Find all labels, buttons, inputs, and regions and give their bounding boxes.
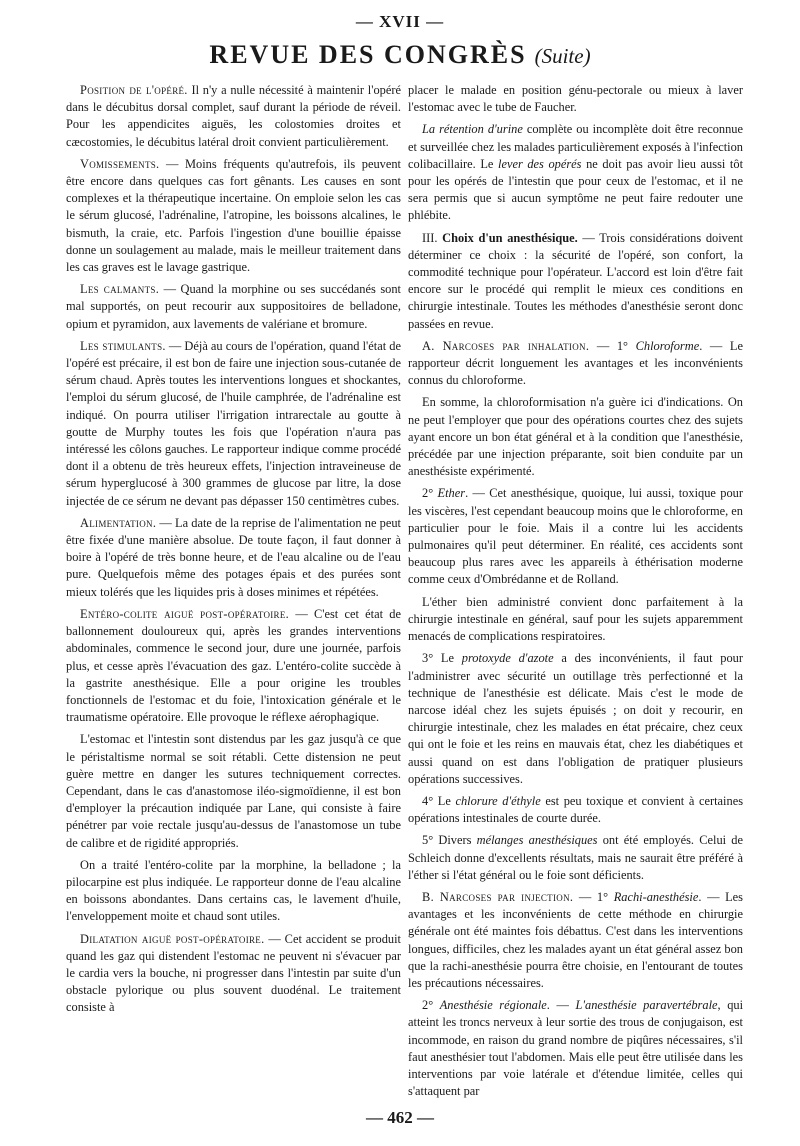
section-suite: (Suite): [534, 44, 591, 68]
paragraph: L'éther bien administré convient donc parfaitement à la chirurgie intestinale en général, sauf pour les sujets apparemment menacés de complications respiratoires.: [408, 594, 743, 644]
roman-page-number: — XVII —: [355, 12, 445, 31]
paragraph: B. Narcoses par injection. — 1° Rachi-anesthésie. — Les avantages et les inconvénients de cette méthode en chirurgie générale ont été maintes fois débattus. C'est dans les interventions longues, difficiles, chez les malades ayant un état général assez bon que la rachi-anesthésie pourra être choisie, en l'entourant de toutes les précautions nécessaires.: [408, 889, 743, 990]
paragraph: La rétention d'urine complète ou incomplète doit être reconnue et surveillée chez les malades particulièrement exposés à l'infection colibacillaire. Le lever des opérés ne doit pas avoir lieu aussi tôt pour les opérés de l'intestin que pour ceux de l'estomac, et il ne sera permis que si aucun symptôme ne peut faire redouter une phlébite.: [408, 122, 744, 223]
paragraph: Entéro-colite aiguë post-opératoire. — C'est cet état de ballonnement douloureux qui, après les grandes interventions abdominales, commence le second jour, dure une journée, parfois plus, et cesse après l'évacuation des gaz. L'entéro-colite succède à la gastrite anesthésique. Elle a pour origine les troubles fonctionnels de l'estomac et du foie, l'intoxication générale et le traumatisme opératoire. Elle provoque le réflexe aérophagique.: [66, 606, 401, 725]
paragraph: 3° Le protoxyde d'azote a des inconvénients, il faut pour l'administrer avec sécurité un outillage très perfectionné et la technique de l'anesthésie est délicate. Mais c'est le mode de narcose idéal chez les sujets épuisés ; on doit y recourir, en chirurgie intestinale, chez les malades en état précaire, chez ceux qui ont le foie et les reins en mauvais état, chez les diabétiques et aussi quand on est dans l'obligation de pratiquer plusieurs opérations successives.: [408, 651, 743, 786]
paragraph: A. Narcoses par inhalation. — 1° Chloroforme. — Le rapporteur décrit longuement les avantages et les inconvénients connus du chloroforme.: [408, 338, 743, 388]
paragraph: 2° Ether. — Cet anesthésique, quoique, lui aussi, toxique pour les viscères, l'est cependant beaucoup moins que le chloroforme, en particulier pour le foie. Mais il a contre lui les accidents pulmonaires qu'il peut déterminer. En réalité, ces accidents sont beaucoup plus rares avec les appareils à éthérisation moderne comme ceux d'Ombrédanne et de Rolland.: [408, 486, 743, 587]
paragraph: 5° Divers mélanges anesthésiques ont été employés. Celui de Schleich donne d'excellents résultats, mais ne saurait être préféré à l'éther si l'état général ou le foie sont déficients.: [408, 833, 744, 882]
paragraph: Dilatation aiguë post-opératoire. — Cet accident se produit quand les gaz qui distendent l'estomac ne peuvent ni s'évacuer par le cardia vers la bouche, ni progresser dans l'intestin par suite d'un obstacle pylorique ou plus souvent duodénal. Le traitement consiste à: [66, 931, 401, 1015]
paragraph: Position de l'opéré. Il n'y a nulle nécessité à maintenir l'opéré dans le décubitus dorsal complet, sauf durant la période de réveil. Pour les appendicites aiguës, les colostomies droites et cæcostomies, le décubitus latéral droit convient particulièrement.: [66, 83, 401, 149]
paragraph: L'estomac et l'intestin sont distendus par les gaz jusqu'à ce que le péristaltisme normal se soit rétabli. Cette distension ne peut guère mettre en danger les sutures techniquement correctes. Cependant, dans le cas d'anastomose iléo-sigmoïdienne, il est bon d'employer la précaution indiquée par Lane, qui consiste à faire pénétrer par voie rectale jusqu'au-dessus de l'anastomose un tube de calibre et de rigidité appropriés.: [66, 732, 401, 850]
paragraph: Les stimulants. — Déjà au cours de l'opération, quand l'état de l'opéré est précaire, il est bon de faire une injection sous-cutanée de sérum chaud. Après toutes les interventions longues et shockantes, l'emploi du sérum glucosé, de l'huile camphrée, de l'adrénaline est indiqué. On pourra utiliser l'irrigation intrarectale au goutte à goutte de Murphy toutes les fois que l'opération n'aura pas intéressé les côlons gauches. Le rapporteur indique comme procédé dont il a obtenu de très heureux effets, l'injection intraveineuse de sérum hyperglucosé à 300 grammes de glucose par litre, la dose injectée de ce sérum ne devant pas dépasser 150 centimètres cubes.: [66, 338, 401, 508]
section-title: REVUE DES CONGRÈS: [209, 40, 527, 69]
section-header: [0, 40, 800, 70]
paragraph: III. Choix d'un anesthésique. — Trois considérations doivent déterminer ce choix : la sécurité de l'opéré, son confort, la commodité technique pour l'opérateur. L'accord est loin d'être fait encore sur le procédé qui remplit le mieux ces conditions en chirurgie intestinale. Toutes les méthodes d'anesthésie seront donc passées en revue.: [408, 230, 743, 331]
right-column: [408, 82, 743, 1105]
paragraph: 2° Anesthésie régionale. — L'anesthésie paravertébrale, qui atteint les troncs nerveux à leur sortie des trous de conjugaison, est incommode, en raison du grand nombre de piqûres nécessaires, s'il faut anesthésier tout l'abdomen. Mais elle peut être utilisée dans les interventions par voie latérale et d'étendue limitée, celles qui s'attaquent par: [408, 998, 744, 1099]
paragraph: Vomissements. — Moins fréquents qu'autrefois, ils peuvent être encore dans quelques cas fort gênants. Les causes en sont complexes et la thérapeutique incertaine. On emploie selon les cas le sérum glucosé, l'adrénaline, l'atropine, les boissons alcalines, le bismuth, la craie, etc. Parfois l'ingestion d'une bouillie épaisse donne un soulagement au malade, mais le meilleur traitement dans les cas graves est le lavage gastrique.: [66, 156, 401, 275]
paragraph: Les calmants. — Quand la morphine ou ses succédanés sont mal supportés, on peut recourir aux suppositoires de belladone, opium et pyramidon, aux lavements de valériane et bromure.: [66, 282, 401, 331]
page-number: — 462 —: [366, 1108, 434, 1127]
paragraph: En somme, la chloroformisation n'a guère ici d'indications. On ne peut l'employer que pour des opérations courtes chez des sujets ayant encore un bon état général et à la condition que l'anesthésie, précédée par une injection préparante, soit bien conduite par un anesthésiste expérimenté.: [408, 395, 743, 479]
paragraph: placer le malade en position génu-pectorale ou mieux à laver l'estomac avec le tube de Faucher.: [408, 83, 743, 115]
paragraph: On a traité l'entéro-colite par la morphine, la belladone ; la pilocarpine est plus indiquée. Le rapporteur donne de l'eau alcaline en boissons abondantes. Dans certains cas, le lavement d'huile, l'enveloppement moite et chaud sont utiles.: [66, 857, 401, 924]
paragraph: Alimentation. — La date de la reprise de l'alimentation ne peut être fixée d'une manière absolue. De toute façon, il faut donner à boire à l'opéré de très bonne heure, et de l'eau alcaline ou de l'eau pure. Quelquefois même des potages épais et des purées sont mieux tolérés que les liquides pris à doses minimes et répétées.: [66, 515, 401, 599]
paragraph: 4° Le chlorure d'éthyle est peu toxique et convient à certaines opérations intestinales de courte durée.: [408, 793, 744, 826]
left-column: [66, 82, 401, 1022]
